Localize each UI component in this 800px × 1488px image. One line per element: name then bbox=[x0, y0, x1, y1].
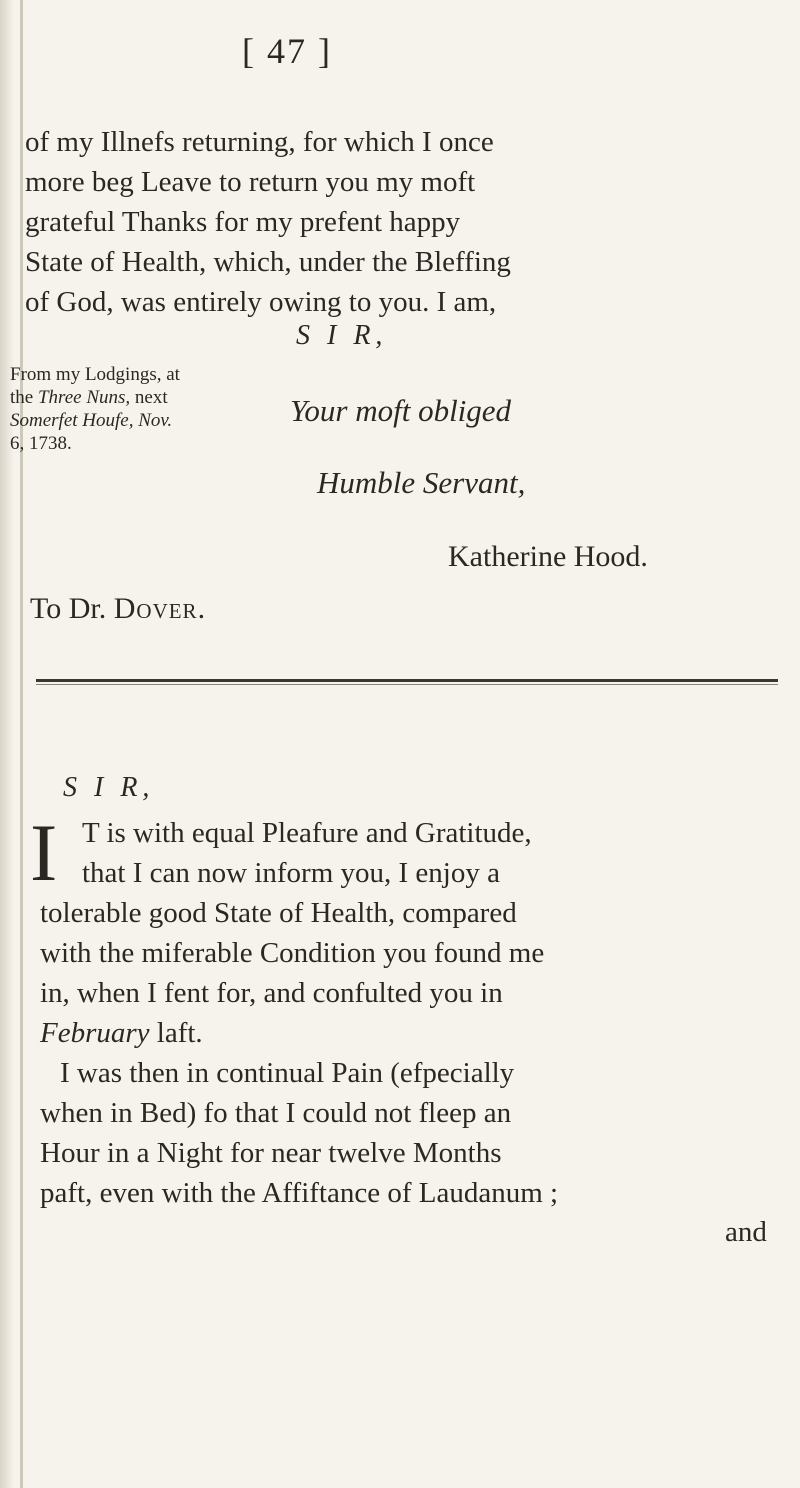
prev-letter-line-3: grateful Thanks for my prefent happy bbox=[25, 206, 461, 238]
page-number: [ 47 ] bbox=[242, 31, 332, 71]
prev-letter-line-5: of God, was entirely owing to you. I am, bbox=[25, 286, 497, 318]
prev-letter-location bbox=[10, 363, 180, 455]
drop-cap: I bbox=[30, 807, 58, 898]
catchword: and bbox=[725, 1216, 767, 1248]
prev-letter-salutation: S I R, bbox=[296, 320, 388, 351]
location-inn-name: Three Nuns, bbox=[37, 387, 131, 408]
next-letter-line-6 bbox=[40, 1017, 203, 1050]
prev-letter-line-1: of my Illnefs returning, for which I once bbox=[25, 126, 494, 158]
location-line-1: From my Lodgings, at bbox=[10, 364, 180, 385]
next-letter-line-4: with the miferable Condition you found me bbox=[40, 937, 545, 969]
next-letter-line-8: when in Bed) fo that I could not fleep an bbox=[40, 1097, 512, 1129]
recipient-name: Dover. bbox=[113, 592, 207, 625]
next-letter-line-7: I was then in continual Pain (efpecially bbox=[60, 1057, 515, 1089]
next-letter-line-1: T is with equal Pleafure and Gratitude, bbox=[82, 817, 532, 849]
location-line-2 bbox=[10, 386, 180, 409]
location-text: next bbox=[130, 387, 168, 408]
gutter-line bbox=[20, 0, 23, 1488]
next-letter-line-2: that I can now inform you, I enjoy a bbox=[82, 857, 500, 889]
section-divider-thin bbox=[36, 684, 778, 685]
next-letter-line-5: in, when I fent for, and confulted you in bbox=[40, 977, 503, 1009]
next-letter-line-10: paft, even with the Affiftance of Laudanum ; bbox=[40, 1177, 559, 1209]
location-month: Nov. bbox=[138, 410, 173, 431]
prev-letter-servant: Humble Servant, bbox=[317, 465, 526, 500]
section-divider bbox=[36, 679, 778, 682]
recipient-prefix: To Dr. bbox=[30, 592, 114, 625]
prev-letter-line-4: State of Health, which, under the Bleffing bbox=[25, 246, 511, 278]
prev-letter-recipient bbox=[30, 592, 206, 626]
next-letter-line-9: Hour in a Night for near twelve Months bbox=[40, 1137, 502, 1169]
month-name: February bbox=[40, 1017, 150, 1049]
prev-letter-closing: Your moft obliged bbox=[290, 393, 512, 428]
prev-letter-signature: Katherine Hood. bbox=[448, 540, 648, 573]
prev-letter-line-2: more beg Leave to return you my moft bbox=[25, 166, 476, 198]
location-line-4: 6, 1738. bbox=[10, 433, 72, 454]
next-letter-salutation: S I R, bbox=[63, 772, 155, 803]
page-gutter bbox=[0, 0, 14, 1488]
line-text: laft. bbox=[156, 1017, 203, 1049]
location-text: the bbox=[10, 387, 38, 408]
next-letter-line-3: tolerable good State of Health, compared bbox=[40, 897, 517, 929]
location-line-3 bbox=[10, 409, 180, 432]
location-house-name: Somerfet Houfe, bbox=[10, 410, 134, 431]
